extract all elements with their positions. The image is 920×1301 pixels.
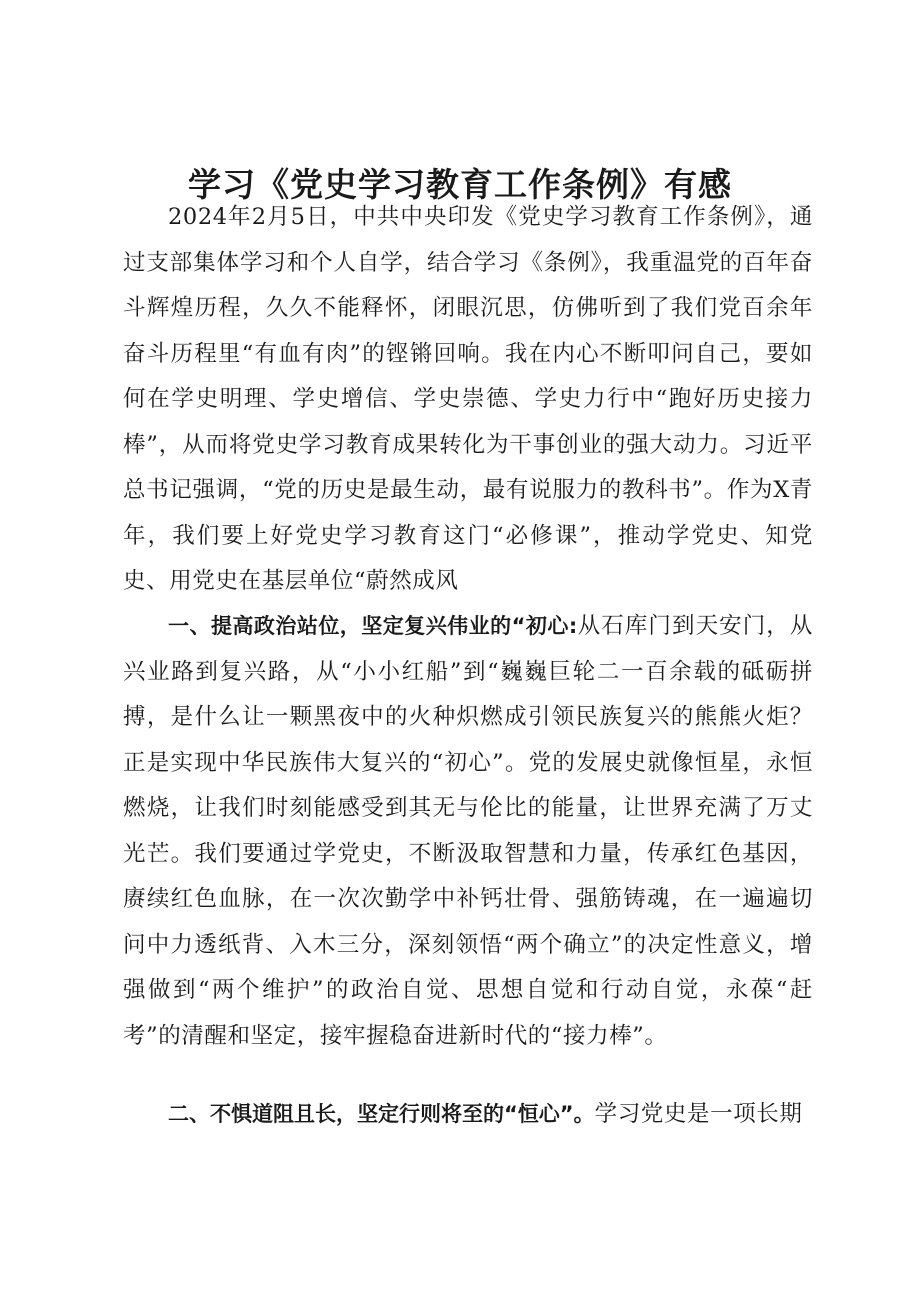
paragraph-section-one	[123, 604, 813, 1059]
paragraph-intro	[123, 195, 813, 605]
paragraph-intro-text: 2024年2月5日，中共中央印发《党史学习教育工作条例》，通过支部集体学习和个人自学，结合学习《条例》，我重温党的百年奋斗辉煌历程，久久不能释怀，闭眼沉思，仿佛听到了我们党百余年奋斗历程里“有血有肉”的铿锵回响。我在内心不断叩问自己，要如何在学史明理、学史增信、学史崇德、学史力行中“跑好历史接力棒”，从而将党史学习教育成果转化为干事创业的强大动力。习近平总书记强调，“党的历史是最生动，最有说服力的教科书”。作为X青年，我们要上好党史学习教育这门“必修课”，推动学党史、知党史、用党史在基层单位“蔚然成风	[123, 204, 813, 594]
section-two-text: 学习党史是一项长期	[594, 1101, 803, 1127]
section-one-heading: 一、提高政治站位，坚定复兴伟业的“初心:	[168, 614, 578, 638]
section-one-text: 从石库门到天安门，从兴业路到复兴路，从“小小红船”到“巍巍巨轮二一百余载的砥砺拼搏，是什么让一颗黑夜中的火种炽燃成引领民族复兴的熊熊火炬？正是实现中华民族伟大复兴的“初心”。党的发展史就像恒星，永恒燃烧，让我们时刻能感受到其无与伦比的能量，让世界充满了万丈光芒。我们要通过学党史，不断汲取智慧和力量，传承红色基因，赓续红色血脉，在一次次勤学中补钙壮骨、强筋铸魂，在一遍遍切问中力透纸背、入木三分，深刻领悟“两个确立”的决定性意义，增强做到“两个维护”的政治自觉、思想自觉和行动自觉，永葆“赶考”的清醒和坚定，接牢握稳奋进新时代的“接力棒”。	[123, 613, 813, 1049]
paragraph-section-two	[123, 1092, 813, 1138]
section-two-heading: 二、不惧道阻且长，坚定行则将至的“恒心”。	[168, 1102, 595, 1126]
document-title: 学习《党史学习教育工作条例》有感	[188, 165, 732, 204]
